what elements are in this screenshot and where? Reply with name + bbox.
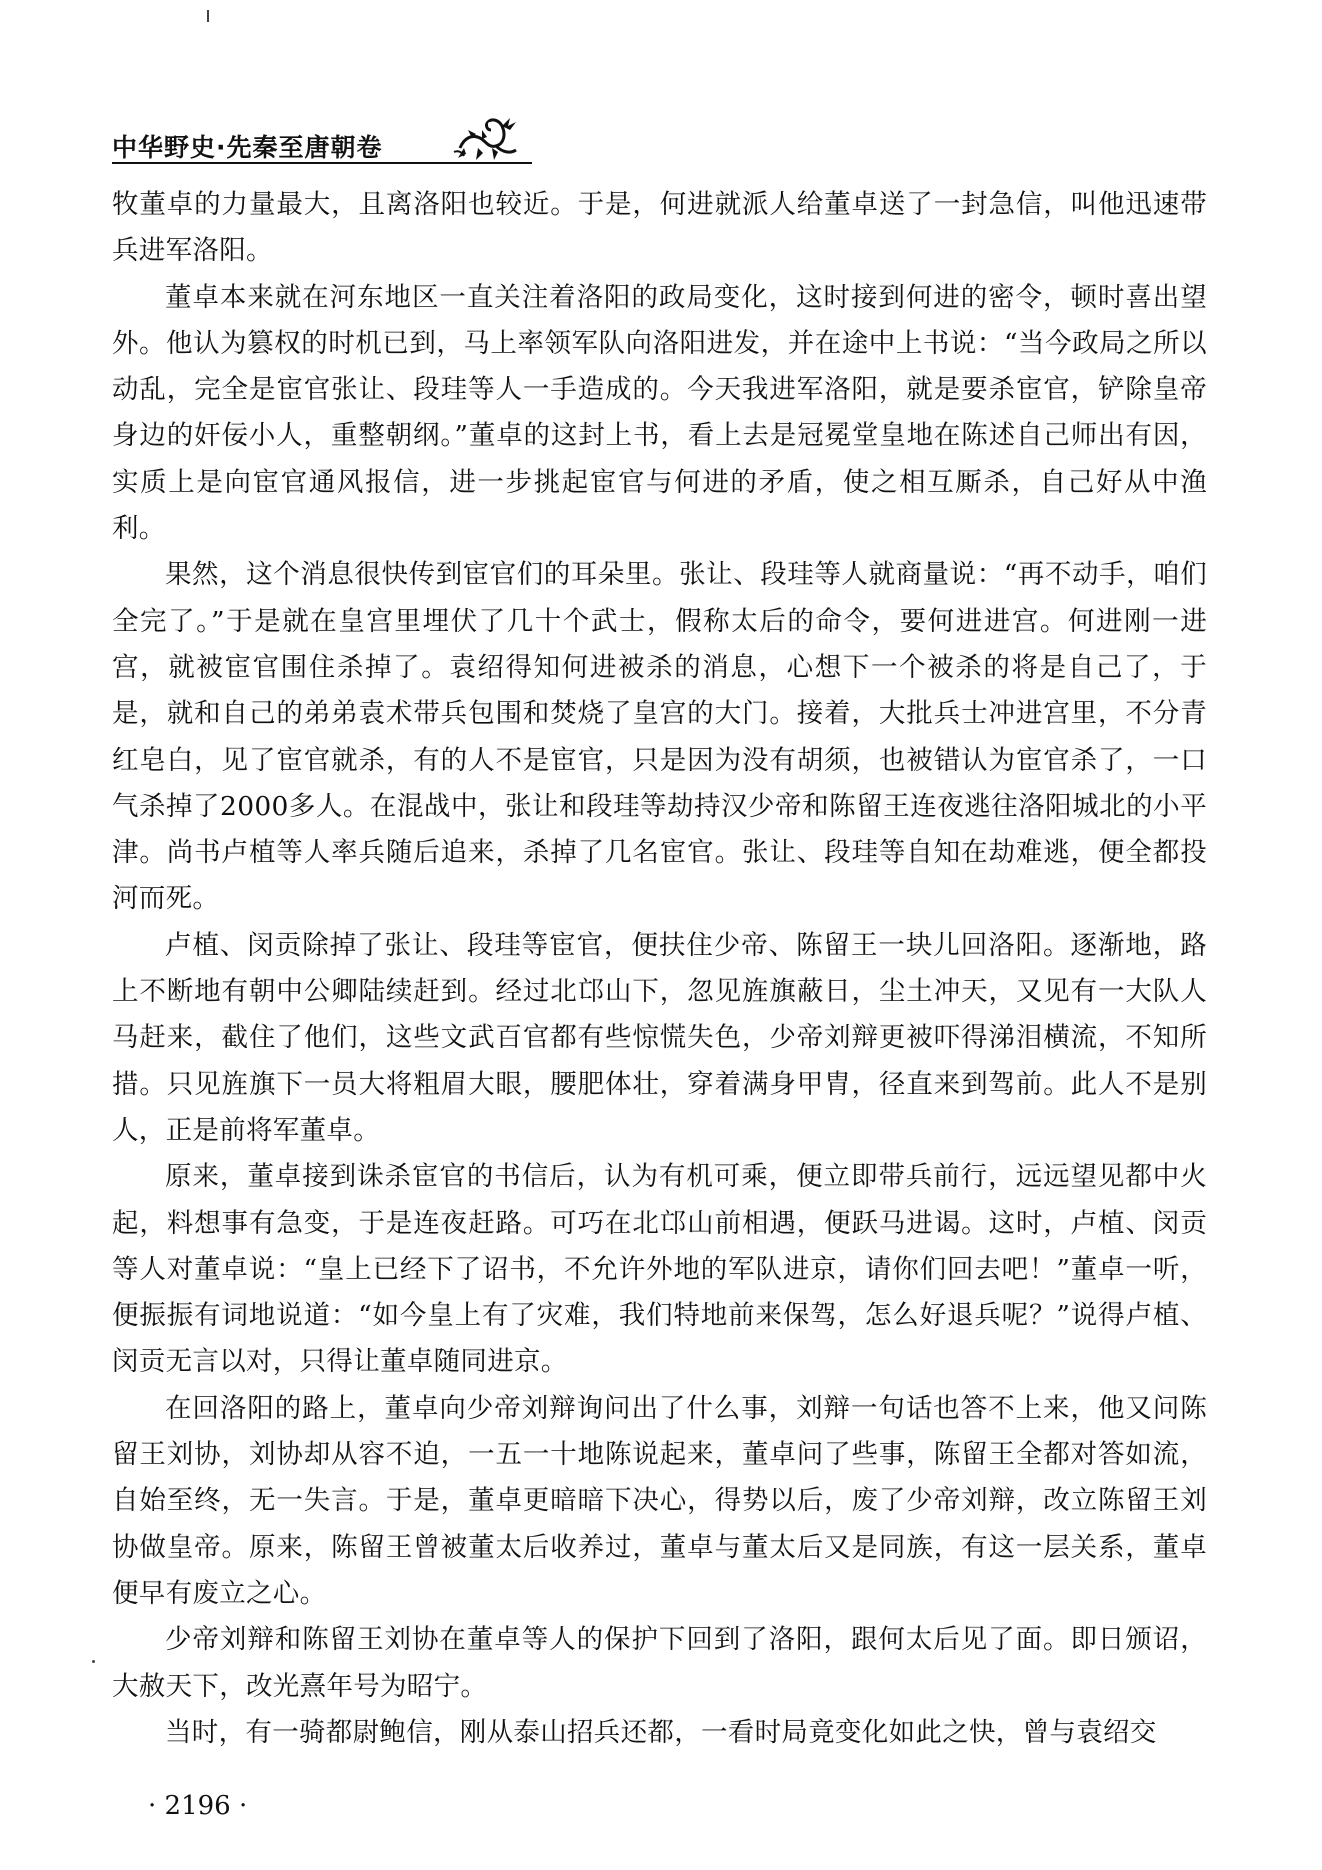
paragraph: 少帝刘辩和陈留王刘协在董卓等人的保护下回到了洛阳，跟何太后见了面。即日颁诏，大赦天下，改光熹年号为昭宁。 <box>112 1624 1207 1702</box>
scan-speck <box>207 10 209 22</box>
page-body <box>112 182 1207 1756</box>
page-number: · 2196 · <box>148 1791 248 1821</box>
paragraph: 果然，这个消息很快传到宦官们的耳朵里。张让、段珪等人就商量说：“再不动手，咱们全完了。”于是就在皇宫里埋伏了几十个武士，假称太后的命令，要何进进宫。何进刚一进宫，就被宦官围住杀掉了。袁绍得知何进被杀的消息，心想下一个被杀的将是自己了，于是，就和自己的弟弟袁术带兵包围和焚烧了皇宫的大门。接着，大批兵士冲进宫里，不分青红皂白，见了宦官就杀，有的人不是宦官，只是因为没有胡须，也被错认为宦官杀了，一口气杀掉了2000多人。在混战中，张让和段珪等劫持汉少帝和陈留王连夜逃往洛阳城北的小平津。尚书卢植等人率兵随后追来，杀掉了几名宦官。张让、段珪等自知在劫难逃，便全都投河而死。 <box>112 559 1207 915</box>
paragraph: 当时，有一骑都尉鲍信，刚从泰山招兵还都，一看时局竟变化如此之快，曾与袁绍交 <box>165 1716 1157 1748</box>
dragon-emblem-icon <box>452 108 522 166</box>
paragraph: 牧董卓的力量最大，且离洛阳也较近。于是，何进就派人给董卓送了一封急信，叫他迅速带兵进军洛阳。 <box>112 189 1207 267</box>
running-header <box>112 108 532 168</box>
paragraph: 在回洛阳的路上，董卓向少帝刘辩询问出了什么事，刘辩一句话也答不上来，他又问陈留王刘协，刘协却从容不迫，一五一十地陈说起来，董卓问了些事，陈留王全都对答如流，自始至终，无一失言。于是，董卓更暗暗下决心，得势以后，废了少帝刘辩，改立陈留王刘协做皇帝。原来，陈留王曾被董太后收养过，董卓与董太后又是同族，有这一层关系，董卓便早有废立之心。 <box>112 1392 1207 1609</box>
paragraph: 卢植、闵贡除掉了张让、段珪等宦官，便扶住少帝、陈留王一块儿回洛阳。逐渐地，路上不断地有朝中公卿陆续赶到。经过北邙山下，忽见旌旗蔽日，尘土冲天，又见有一大队人马赶来，截住了他们，这些文武百官都有些惊慌失色，少帝刘辩更被吓得涕泪横流，不知所措。只见旌旗下一员大将粗眉大眼，腰肥体壮，穿着满身甲胄，径直来到驾前。此人不是别人，正是前将军董卓。 <box>112 929 1207 1146</box>
book-title: 中华野史·先秦至唐朝卷 <box>112 133 383 162</box>
header-rule <box>112 162 532 164</box>
paragraph: 原来，董卓接到诛杀宦官的书信后，认为有机可乘，便立即带兵前行，远远望见都中火起，料想事有急变，于是连夜赶路。可巧在北邙山前相遇，便跃马进谒。这时，卢植、闵贡等人对董卓说：“皇上已经下了诏书，不允许外地的军队进京，请你们回去吧！”董卓一听，便振振有词地说道：“如今皇上有了灾难，我们特地前来保驾，怎么好退兵呢？”说得卢植、闵贡无言以对，只得让董卓随同进京。 <box>112 1161 1207 1378</box>
paragraph: 董卓本来就在河东地区一直关注着洛阳的政局变化，这时接到何进的密令，顿时喜出望外。他认为篡权的时机已到，马上率领军队向洛阳进发，并在途中上书说：“当今政局之所以动乱，完全是宦官张让、段珪等人一手造成的。今天我进军洛阳，就是要杀宦官，铲除皇帝身边的奸佞小人，重整朝纲。”董卓的这封上书，看上去是冠冕堂皇地在陈述自己师出有因，实质上是向宦官通风报信，进一步挑起宦官与何进的矛盾，使之相互厮杀，自己好从中渔利。 <box>112 281 1207 545</box>
scan-speck <box>92 1660 95 1663</box>
